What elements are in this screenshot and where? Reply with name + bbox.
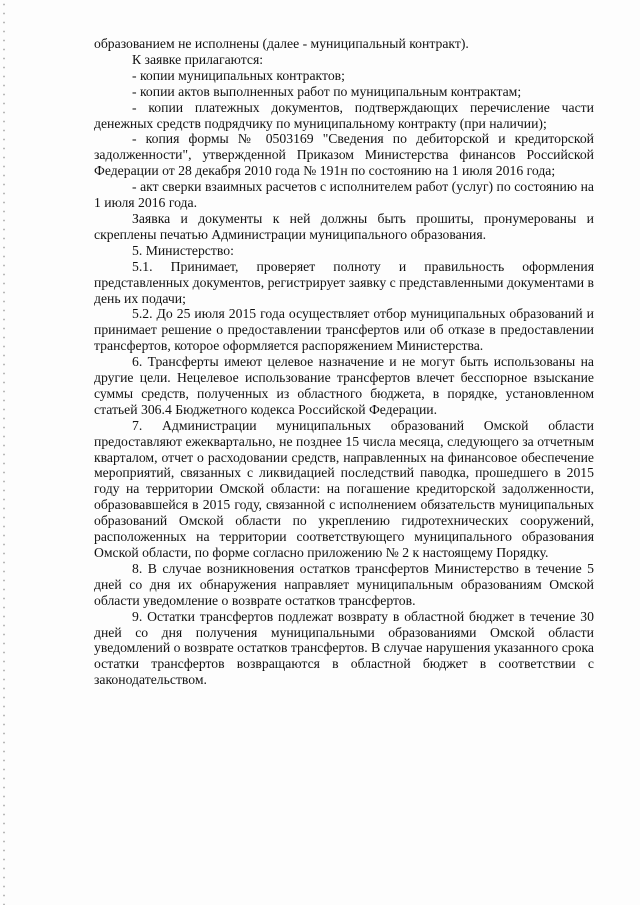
- paragraph-contract-note: образованием не исполнены (далее - муниципальный контракт).: [94, 36, 469, 51]
- document-body: [94, 36, 594, 688]
- paragraph-9: 9. Остатки трансфертов подлежат возврату в областной бюджет в течение 30 дней со дня получения муниципальными образованиями Омской области уведомлений о возврате остатков трансфертов. В случае нарушения указанного срока остатки трансфертов возвращаются в областной бюджет в соответствии с законодательством.: [94, 608, 594, 688]
- paragraph-attachments-heading: К заявке прилагаются:: [132, 51, 264, 67]
- paragraph-binding-requirements: Заявка и документы к ней должны быть прошиты, пронумерованы и скреплены печатью Администрации муниципального образования.: [94, 210, 594, 242]
- paragraph-ministry-heading: 5. Министерство:: [132, 242, 234, 258]
- paragraph-form-copy: - копия формы № 0503169 "Сведения по дебиторской и кредиторской задолженности", утвержденной Приказом Министерства финансов Российской Федерации от 28 декабря 2010 года № 191н по состоянию на 1 июля 2016 года;: [94, 131, 594, 179]
- scan-edge-marks: [2, 0, 6, 905]
- paragraph-7: 7. Администрации муниципальных образований Омской области предоставляют ежеквартально, не позднее 15 числа месяца, следующего за отчетным кварталом, отчет о расходовании средств, направленных на финансовое обеспечение мероприятий, связанных с ликвидацией последствий паводка, прошедшего в 2015 году на территории Омской области: на погашение кредиторской задолженности, образовавшейся в 2015 году, связанной с исполнением обязательств муниципальных образований Омской области по укреплению гидротехнических сооружений, расположенных на территории соответствующего муниципального образования Омской области, по форме согласно приложению № 2 к настоящему Порядку.: [94, 417, 594, 560]
- paragraph-contracts-copies: - копии муниципальных контрактов;: [132, 67, 345, 83]
- paragraph-5-2: 5.2. До 25 июля 2015 года осуществляет отбор муниципальных образований и принимает решение о предоставлении трансфертов или об отказе в предоставлении трансфертов, которое оформляется распоряжением Министерства.: [94, 306, 594, 354]
- paragraph-6: 6. Трансферты имеют целевое назначение и не могут быть использованы на другие цели. Нецелевое использование трансфертов влечет бесспорное взыскание суммы средств, полученных из областного бюджета, в порядке, установленном статьей 306.4 Бюджетного кодекса Российской Федерации.: [94, 354, 594, 417]
- paragraph-acts-copies: - копии актов выполненных работ по муниципальным контрактам;: [132, 83, 522, 99]
- paragraph-5-1: 5.1. Принимает, проверяет полноту и правильность оформления представленных документов, регистрирует заявку с представленными документами в день их подачи;: [94, 258, 594, 306]
- paragraph-8: 8. В случае возникновения остатков трансфертов Министерство в течение 5 дней со дня их обнаружения направляет муниципальным образованиям Омской области уведомление о возврате остатков трансфертов.: [94, 560, 594, 608]
- paragraph-payment-docs: - копии платежных документов, подтверждающих перечисление части денежных средств подрядчику по муниципальному контракту (при наличии);: [94, 99, 594, 131]
- paragraph-reconciliation-act: - акт сверки взаимных расчетов с исполнителем работ (услуг) по состоянию на 1 июля 2016 года.: [94, 179, 594, 211]
